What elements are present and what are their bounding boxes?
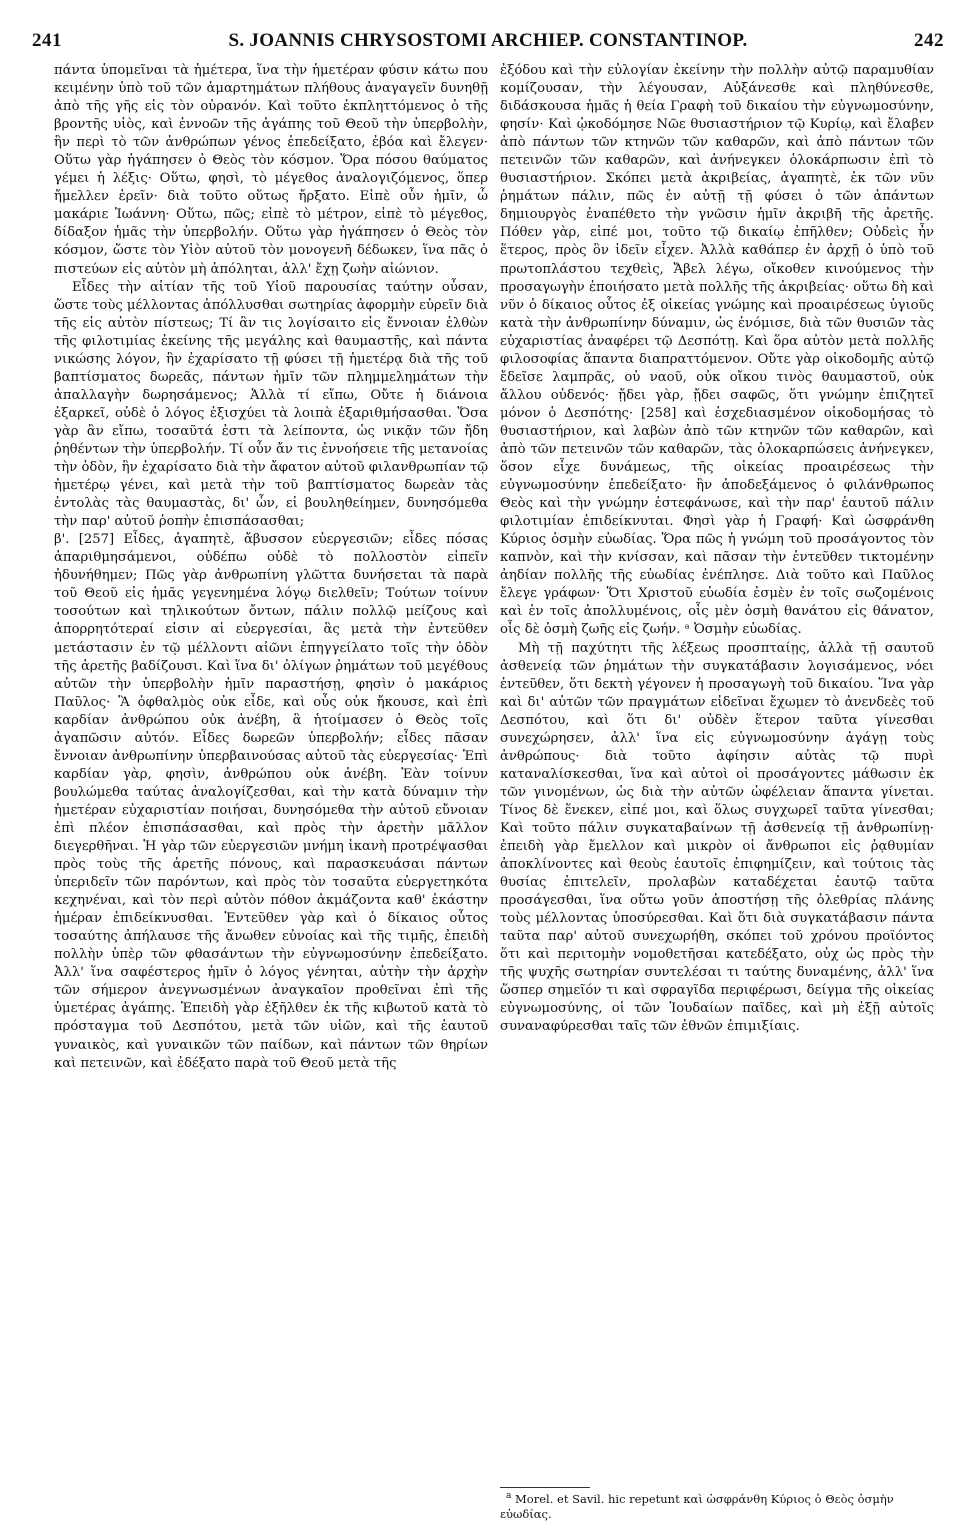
- left-column: [54, 62, 488, 1502]
- paragraph: Μὴ τῇ παχύτητι τῆς λέξεως προσπταίῃς, ἀλλὰ τῇ σαυτοῦ ἀσθενείᾳ τῶν ῥημάτων τὴν συγκατάβασιν λογισάμενος, νόει ἐντεῦθεν, ὅτι δεκτὴ γέγονεν ἡ προσαγωγὴ τοῦ δικαίου. Ἵνα γὰρ καὶ δι' αὐτῶν τῶν πραγμάτων εἰδεῖναι ἔχωμεν τὸ ἀνενδεὲς τοῦ Δεσπότου, καὶ ὅτι δι' οὐδὲν ἕτερον ταῦτα γίνεσθαι συνεχώρησεν, ἀλλ' ἵνα εἰς εὐγνωμοσύνην ἀγάγῃ τοὺς ἀνθρώπους· διὰ τοῦτο ἀφίησιν αὐτὰς τῷ πυρὶ καταναλίσκεσθαι, ἵνα καὶ αὐτοὶ οἱ προσάγοντες μάθωσιν ἐκ τῶν γινομένων, ὡς διὰ τὴν αὐτῶν ὠφέλειαν ἅπαντα γίνεται. Τίνος δὲ ἕνεκεν, εἰπέ μοι, καὶ ὅλως συγχωρεῖ ταῦτα γίνεσθαι; Καὶ τοῦτο πάλιν συγκαταβαίνων τῇ ἀσθενείᾳ τῇ ἀνθρωπίνῃ· ἐπειδὴ γὰρ ἔμελλον καὶ μικρὸν οἱ ἄνθρωποι εἰς ῥᾳθυμίαν ἀποκλίνοντες καὶ θεοὺς ἑαυτοῖς ἐπιφημίζειν, καὶ τούτοις τὰς θυσίας ἐπιτελεῖν, προλαβὼν καταδέχεται ἑαυτῷ ταῦτα προσάγεσθαι, ἵνα οὕτω γοῦν ἀποστήσῃ τῆς ὀλεθρίας πλάνης τοὺς μέλλοντας ὑποσύρεσθαι. Καὶ ὅτι διὰ συγκατάβασιν πάντα ταῦτα παρ' αὐτοῦ συνεχωρήθη, σκόπει τοῦ χρόνου προϊόντος ὅτι καὶ περιτομὴν νομοθετῆσαι κατεδέξατο, οὐχ ὡς πρὸς τὴν τῆς ψυχῆς σωτηρίαν συντελέσαι τι ταύτης δυναμένης, ἀλλ' ἵνα ὥσπερ σημεῖόν τι καὶ σφραγῖδα περιφέρωσι, δείγμα τῆς οἰκείας εὐγνωμοσύνης, οἱ τῶν Ἰουδαίων παῖδες, καὶ μὴ ἐξῇ αὐτοῖς συναναφύρεσθαι ταῖς τῶν ἐθνῶν ἐπιμιξίαις.: [500, 640, 934, 1035]
- paragraph: Εἶδες τὴν αἰτίαν τῆς τοῦ Υἱοῦ παρουσίας ταύτην οὖσαν, ὥστε τοὺς μέλλοντας ἀπόλλυσθαι σωτηρίας ἀφορμὴν εὑρεῖν διὰ τῆς εἰς αὐτὸν πίστεως; Τί ἂν τις λογίσαιτο εἰς ἔννοιαν ἐλθὼν τῆς φιλοτιμίας ἐκείνης τῆς μεγάλης καὶ θαυμαστῆς, καὶ πάντα νικώσης λόγον, ἣν ἐχαρίσατο τῇ φύσει τῇ ἡμετέρᾳ διὰ τῆς τοῦ βαπτίσματος δωρεᾶς, πάντων ἡμῖν τῶν πλημμελημάτων τὴν ἀπαλλαγὴν δωρησάμενος; Ἀλλὰ τί εἴπω, Οὔτε ἡ διάνοια ἐξαρκεῖ, οὐδὲ ὁ λόγος ἐξισχύει τὰ λοιπὰ ἐξαριθμήσασθαι. Ὅσα γὰρ ἂν εἴπω, τοσαῦτά ἐστι τὰ λείποντα, ὡς νικᾷν τῶν ἤδη ῥηθέντων τὴν ὑπερβολήν. Τί οὖν ἄν τις ἐννοήσειε τῆς μετανοίας τὴν ὁδὸν, ἣν ἐχαρίσατο διὰ τὴν ἄφατον αὐτοῦ φιλανθρωπίαν τῷ ἡμετέρῳ γένει, καὶ μετὰ τὴν τοῦ βαπτίσματος δωρεὰν τὰς ἐντολὰς τὰς θαυμαστὰς, δι' ὧν, εἰ βουληθείημεν, δυνησόμεθα τὴν παρ' αὐτοῦ ῥοπὴν ἐπισπάσασθαι;: [54, 279, 488, 530]
- footnote-text: Morel. et Savil. hic repetunt καὶ ὠσφράνθη Κύριος ὁ Θεὸς ὀσμὴν εὐωδίας.: [500, 1492, 894, 1521]
- footnote: [500, 1492, 934, 1522]
- right-column: [500, 62, 934, 1502]
- running-header: [28, 30, 948, 54]
- page-number-left: 241: [32, 30, 62, 51]
- page-number-right: 242: [914, 30, 944, 51]
- paragraph: πάντα ὑπομεῖναι τὰ ἡμέτερα, ἵνα τὴν ἡμετέραν φύσιν κάτω που κειμένην ὑπὸ τοῦ τῶν ἁμαρτημάτων πλήθους ἀναγαγεῖν δυνηθῇ ἀπὸ τῆς γῆς εἰς τὸν οὐρανόν. Καὶ τοῦτο ἐκπληττόμενος ὁ τῆς βροντῆς υἱὸς, καὶ ἐννοῶν τῆς ἀγάπης τοῦ Θεοῦ τὴν ὑπερβολὴν, ἣν περὶ τὸ τῶν ἀνθρώπων γένος ἐπεδείξατο, ἐβόα καὶ ἔλεγεν· Οὕτω γὰρ ἠγάπησεν ὁ Θεὸς τὸν κόσμον. Ὅρα πόσου θαύματος γέμει ἡ λέξις· Οὕτω, φησὶ, τὸ μέγεθος ἀναλογιζόμενος, ὅπερ ἤμελλεν ἐρεῖν· διὰ τοῦτο οὕτως ἤρξατο. Εἰπὲ οὖν ἡμῖν, ὦ μακάριε Ἰωάννη· Οὕτω, πῶς; εἰπὲ τὸ μέτρον, εἰπὲ τὸ μέγεθος, δίδαξον ἡμᾶς τὴν ὑπερβολήν. Οὕτω γὰρ ἠγάπησεν ὁ Θεὸς τὸν κόσμον, ὥστε τὸν Υἱὸν αὐτοῦ τὸν μονογενῆ δέδωκεν, ἵνα πᾶς ὁ πιστεύων εἰς αὐτὸν μὴ ἀπόληται, ἀλλ' ἔχῃ ζωὴν αἰώνιον.: [54, 63, 488, 277]
- footnote-marker: a: [506, 1491, 512, 1502]
- footnote-rule: [500, 1487, 590, 1488]
- paragraph: β'. [257] Εἶδες, ἀγαπητὲ, ἄβυσσον εὐεργεσιῶν; εἶδες πόσας ἀπαριθμησάμενοι, οὐδέπω οὐδὲ τὸ πολλοστὸν εἰπεῖν ἠδυνήθημεν; Πῶς γὰρ ἀνθρωπίνη γλῶττα δυνήσεται τὰ παρὰ τοῦ Θεοῦ εἰς ἡμᾶς γεγενημένα λόγῳ διελθεῖν; Τούτων τοίνυν τοσούτων καὶ τηλικούτων ὄντων, πάλιν πολλῷ μείζους καὶ ἀπορρητότεραί εἰσιν αἱ εὐεργεσίαι, ἃς μετὰ τὴν ἐντεῦθεν μετάστασιν ἐν τῷ μέλλοντι αἰῶνι ἐπηγγείλατο τοῖς τὴν ὁδὸν τῆς ἀρετῆς βαδίζουσι. Καὶ ἵνα δι' ὀλίγων ῥημάτων τοῦ μεγέθους αὐτῶν τὴν ὑπερβολὴν ἡμῖν παραστήσῃ, φησὶν ὁ μακάριος Παῦλος· Ἃ ὀφθαλμὸς οὐκ εἶδε, καὶ οὖς οὐκ ἤκουσε, καὶ ἐπὶ καρδίαν ἀνθρώπου οὐκ ἀνέβη, ἃ ἡτοίμασεν ὁ Θεὸς τοῖς ἀγαπῶσιν αὐτόν. Εἶδες δωρεῶν ὑπερβολήν; εἶδες πᾶσαν ἔννοιαν ἀνθρωπίνην ὑπερβαινούσας αὐτοῦ τὰς εὐεργεσίας· Ἐπὶ καρδίαν γὰρ, φησὶν, ἀνθρώπου οὐκ ἀνέβη. Ἐὰν τοίνυν βουλώμεθα ταύτας ἀναλογίζεσθαι, καὶ τὴν κατὰ δύναμιν τὴν ἡμετέραν εὐχαριστίαν ποιήσαι, δυνησόμεθα τὴν αὐτοῦ εὔνοιαν ἐπὶ πλέον ἐπισπάσασθαι, καὶ πρὸς τὴν ἀρετὴν μᾶλλον διεγερθῆναι. Ἡ γὰρ τῶν εὐεργεσιῶν μνήμη ἱκανὴ προτρέψασθαι πρὸς τοὺς τῆς ἀρετῆς πόνους, καὶ παρασκευάσαι πάντων ὑπεριδεῖν τῶν παρόντων, καὶ πρὸς τὸν τοσαῦτα εὐεργετηκότα κεχηνέναι, καὶ τὸν περὶ αὐτὸν πόθον ἀκμάζοντα καθ' ἑκάστην ἡμέραν ἐπιδείκνυσθαι. Ἐντεῦθεν γὰρ καὶ ὁ δίκαιος οὗτος τοσαύτης ἀπήλαυσε τῆς ἄνωθεν εὐνοίας καὶ τῆς τιμῆς, ἐπειδὴ πολλὴν ὑπὲρ τῶν φθασάντων τὴν εὐγνωμοσύνην ἐπεδείξατο. Ἀλλ' ἵνα σαφέστερος ἡμῖν ὁ λόγος γένηται, αὐτὴν τὴν ἀρχὴν τῶν σήμερον ἀνεγνωσμένων ἀναγκαῖον προθεῖναι ἐπὶ τῆς ὑμετέρας ἀγάπης. Ἐπειδὴ γὰρ ἐξῆλθεν ἐκ τῆς κιβωτοῦ κατὰ τὸ πρόσταγμα τοῦ Δεσπότου, μετὰ τῶν υἱῶν, καὶ τῆς ἑαυτοῦ γυναικὸς, καὶ γυναικῶν τῶν παίδων, καὶ πάντων τῶν θηρίων καὶ πετεινῶν, καὶ ἐδέξατο παρὰ τοῦ Θεοῦ μετὰ τῆς: [54, 532, 488, 1071]
- paragraph: ἐξόδου καὶ τὴν εὐλογίαν ἐκείνην τὴν πολλὴν αὐτῷ παραμυθίαν κομίζουσαν, τὴν λέγουσαν, Αὐξάνεσθε καὶ πληθύνεσθε, διδάσκουσα ἡμᾶς ἡ θεία Γραφὴ τοῦ δικαίου τὴν εὐγνωμοσύνην, φησίν· Καὶ ᾠκοδόμησε Νῶε θυσιαστήριον τῷ Κυρίῳ, καὶ ἔλαβεν ἀπὸ πάντων τῶν κτηνῶν τῶν καθαρῶν, καὶ ἀπὸ πάντων τῶν πετεινῶν τῶν καθαρῶν, καὶ ἀνήνεγκεν ὁλοκάρπωσιν ἐπὶ τὸ θυσιαστήριον. Σκόπει μετὰ ἀκριβείας, ἀγαπητὲ, ἐκ τῶν νῦν ῥημάτων πάλιν, πῶς ἐν αὐτῇ τῇ φύσει ὁ τῶν ἁπάντων δημιουργὸς ἐναπέθετο τὴν γνῶσιν ἡμῖν ἀκριβῆ τῆς ἀρετῆς. Πόθεν γὰρ, εἰπέ μοι, τοῦτο τῷ δικαίῳ ἐπῆλθεν; Οὐδεὶς ἦν ἕτερος, πρὸς ὃν ἰδεῖν εἶχεν. Ἀλλὰ καθάπερ ἐν ἀρχῇ ὁ ὑπὸ τοῦ πρωτοπλάστου τεχθεὶς, Ἄβελ λέγω, οἴκοθεν κινούμενος τὴν προσαγωγὴν ἐποιήσατο μετὰ πολλῆς τῆς ἀκριβείας· οὕτω δὴ καὶ νῦν ὁ δίκαιος οὗτος ἐξ οἰκείας γνώμης καὶ προαιρέσεως ὑγιοῦς κατὰ τὴν ἀνθρωπίνην δύναμιν, ὡς ἐνόμισε, διὰ τῶν θυσιῶν τὰς εὐχαριστίας ἀναφέρει τῷ Δεσπότῃ. Καὶ ὅρα αὐτὸν μετὰ πολλῆς φιλοσοφίας ἅπαντα διαπραττόμενον. Οὔτε γὰρ οἰκοδομῆς αὐτῷ ἔδεῖσε λαμπρᾶς, οὐ ναοῦ, οὐκ οἴκου τινὸς θαυμαστοῦ, οὐκ ἄλλου οὐδενός· ᾔδει γὰρ, ᾔδει σαφῶς, ὅτι γνώμην ἐπιζητεῖ μόνον ὁ Δεσπότης· [258] καὶ ἐσχεδιασμένον οἰκοδομήσας τὸ θυσιαστήριον, καὶ λαβὼν ἀπὸ τῶν κτηνῶν τῶν καθαρῶν, καὶ ἀπὸ τῶν πετεινῶν τῶν καθαρῶν, τὰς ὁλοκαρπώσεις ἀνήνεγκεν, ὅσον εἶχε δυνάμεως, τῆς οἰκείας προαιρέσεως τὴν εὐγνωμοσύνην ἐπεδείξατο· ἣν ἀποδεξάμενος ὁ φιλάνθρωπος Θεὸς καὶ τὴν γνώμην ἐστεφάνωσε, καὶ τὴν παρ' ἑαυτοῦ πάλιν φιλοτιμίαν ἐπιδείκνυται. Φησὶ γὰρ ἡ Γραφή· Καὶ ὠσφράνθη Κύριος ὀσμὴν εὐωδίας. Ὅρα πῶς ἡ γνώμη τοῦ προσάγοντος τὸν καπνὸν, καὶ τὴν κνίσσαν, καὶ πᾶσαν τὴν ἐντεῦθεν τικτομένην ἀηδίαν πολλῆς τῆς εὐωδίας ἐνέπλησε. Διὰ τοῦτο καὶ Παῦλος ἔλεγε γράφων· Ὅτι Χριστοῦ εὐωδία ἐσμὲν ἐν τοῖς σωζομένοις καὶ ἐν τοῖς ἀπολλυμένοις, οἷς μὲν ὀσμὴ θανάτου εἰς θάνατον, οἷς δὲ ὀσμὴ ζωῆς εἰς ζωήν. ᵃ Ὀσμὴν εὐωδίας.: [500, 63, 934, 638]
- running-title: S. JOANNIS CHRYSOSTOMI ARCHIEP. CONSTANTINOP.: [228, 30, 748, 51]
